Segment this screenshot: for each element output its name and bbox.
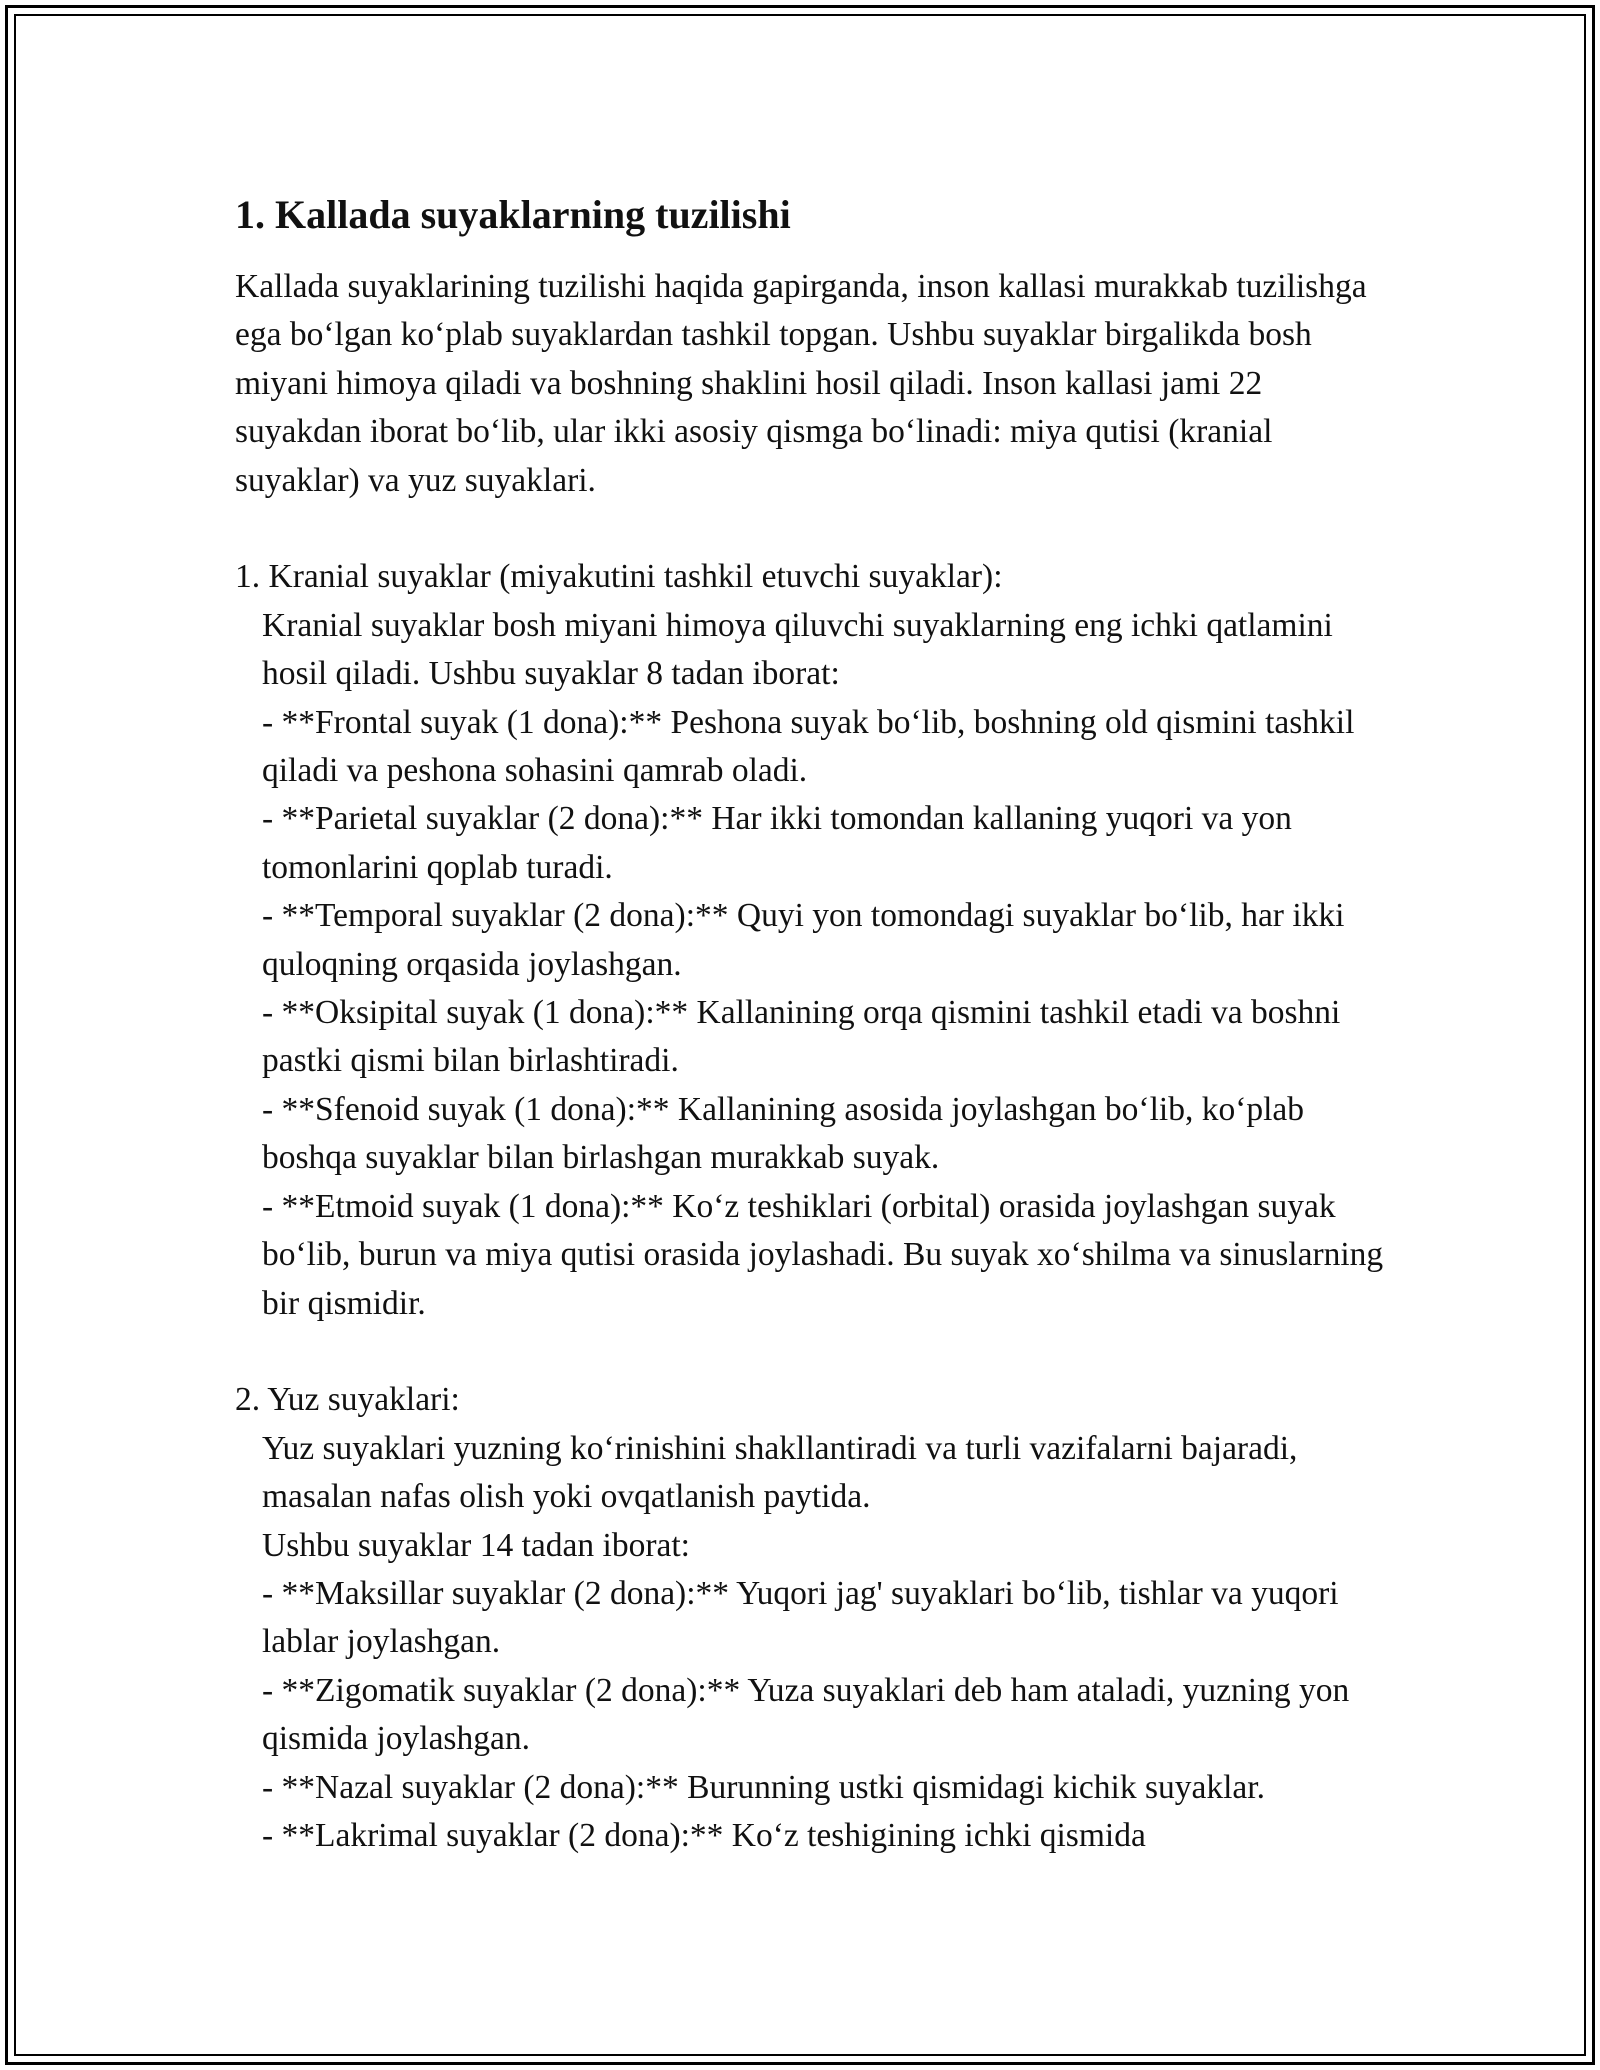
section1-item-temporal: - **Temporal suyaklar (2 dona):** Quyi yon tomondagi suyaklar bo‘lib, har ikki quloqning orqasida joylashgan. [262,897,1353,983]
section2-text: Yuz suyaklari yuzning ko‘rinishini shakllantiradi va turli vazifalarni bajaradi, masalan nafas olish yoki ovqatlanish paytida. [262,1429,1306,1516]
section1-item-frontal: - **Frontal suyak (1 dona):** Peshona suyak bo‘lib, boshning old qismini tashkil qiladi va peshona sohasini qamrab oladi. [262,703,1363,790]
paragraph-gap [235,1328,1395,1376]
section2-text2: Ushbu suyaklar 14 tadan iborat: [262,1526,690,1564]
section1-item-parietal: - **Parietal suyaklar (2 dona):** Har ikki tomondan kallaning yuqori va yon tomonlarini qoplab turadi. [262,800,1301,886]
intro-paragraph: Kallada suyaklarining tuzilishi haqida gapirganda, inson kallasi murakkab tuzilishga ega bo‘lgan ko‘plab suyaklardan tashkil topgan. Ushbu suyaklar birgalikda bosh miyani himoya qiladi va boshning shaklini hosil qiladi. Inson kallasi jami 22 suyakdan iborat bo‘lib, ular ikki asosiy qismga bo‘linadi: miya qutisi (kranial suyaklar) va yuz suyaklari. [235,268,1375,499]
section1-text: Kranial suyaklar bosh miyani himoya qiluvchi suyaklarning eng ichki qatlamini hosil qiladi. Ushbu suyaklar 8 tadan iborat: [262,606,1342,693]
section1-item-etmoid: - **Etmoid suyak (1 dona):** Ko‘z teshiklari (orbital) orasida joylashgan suyak bo‘lib, burun va miya qutisi orasida joylashadi. Bu suyak xo‘shilma va sinuslarning bir qismidir. [262,1187,1392,1322]
document-title: 1. Kallada suyaklarning tuzilishi [235,192,791,237]
section2-item-zigomatik: - **Zigomatik suyaklar (2 dona):** Yuza suyaklari deb ham ataladi, yuzning yon qismida joylashgan. [262,1671,1358,1758]
paragraph-gap [235,505,1395,553]
section2-heading: 2. Yuz suyaklari: [235,1381,460,1419]
section2-item-nazal: - **Nazal suyaklar (2 dona):** Burunning ustki qismidagi kichik suyaklar. [262,1768,1265,1806]
section2-item-maksillar: - **Maksillar suyaklar (2 dona):** Yuqori jag' suyaklari bo‘lib, tishlar va yuqori lablar joylashgan. [262,1574,1347,1661]
section1-item-sfenoid: - **Sfenoid suyak (1 dona):** Kallanining asosida joylashgan bo‘lib, ko‘plab boshqa suyaklar bilan birlashgan murakkab suyak. [262,1090,1313,1177]
document-body [235,183,1395,1860]
section1-item-oksipital: - **Oksipital suyak (1 dona):** Kallanining orqa qismini tashkil etadi va boshni pastki qismi bilan birlashtiradi. [262,994,1349,1080]
section1-heading: 1. Kranial suyaklar (miyakutini tashkil etuvchi suyaklar): [235,558,1003,596]
section2-item-lakrimal: - **Lakrimal suyaklar (2 dona):** Ko‘z teshigining ichki qismida [262,1816,1146,1854]
